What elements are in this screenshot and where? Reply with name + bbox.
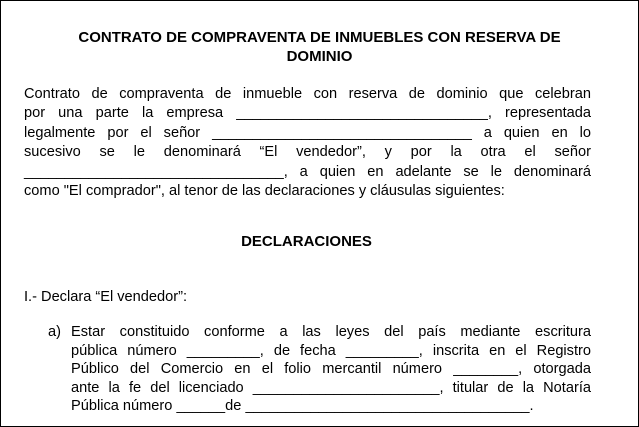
list-item-line: ante la fe del licenciado _______________________, titular de la Notaría [71, 379, 591, 396]
document-title-line-2: DOMINIO [286, 48, 353, 65]
list-item-marker: a) [48, 324, 61, 340]
intro-line: sucesivo se le denominará “El vendedor”, y por la otra el señor [24, 144, 591, 161]
intro-line: legalmente por el señor ________________________________ a quien en lo [24, 124, 591, 141]
list-item-line: Estar constituido conforme a las leyes del país mediante escritura [71, 324, 591, 340]
intro-line: Contrato de compraventa de inmueble con reserva de dominio que celebran [24, 86, 591, 102]
document-title-line-1: CONTRATO DE COMPRAVENTA DE INMUEBLES CON RESERVA DE [78, 29, 561, 46]
list-item-text [71, 323, 591, 416]
list-item-line: Pública número ______de ___________________________________. [71, 398, 534, 415]
intro-line: como "El comprador", al tenor de las declaraciones y cláusulas siguientes: [24, 183, 505, 200]
intro-line: por una parte la empresa _______________________________, representada [24, 105, 591, 122]
list-item-line: pública número _________, de fecha _________, inscrita en el Registro [71, 342, 591, 359]
intro-line: ________________________________, a quien en adelante se le denominará [24, 163, 591, 180]
list-item-line: Público del Comercio en el folio mercantil número ________, otorgada [71, 361, 591, 378]
declara-vendedor-label: I.- Declara “El vendedor”: [24, 289, 188, 305]
document-title [1, 28, 638, 66]
intro-paragraph [24, 85, 591, 201]
declaraciones-heading: DECLARACIONES [241, 233, 372, 250]
